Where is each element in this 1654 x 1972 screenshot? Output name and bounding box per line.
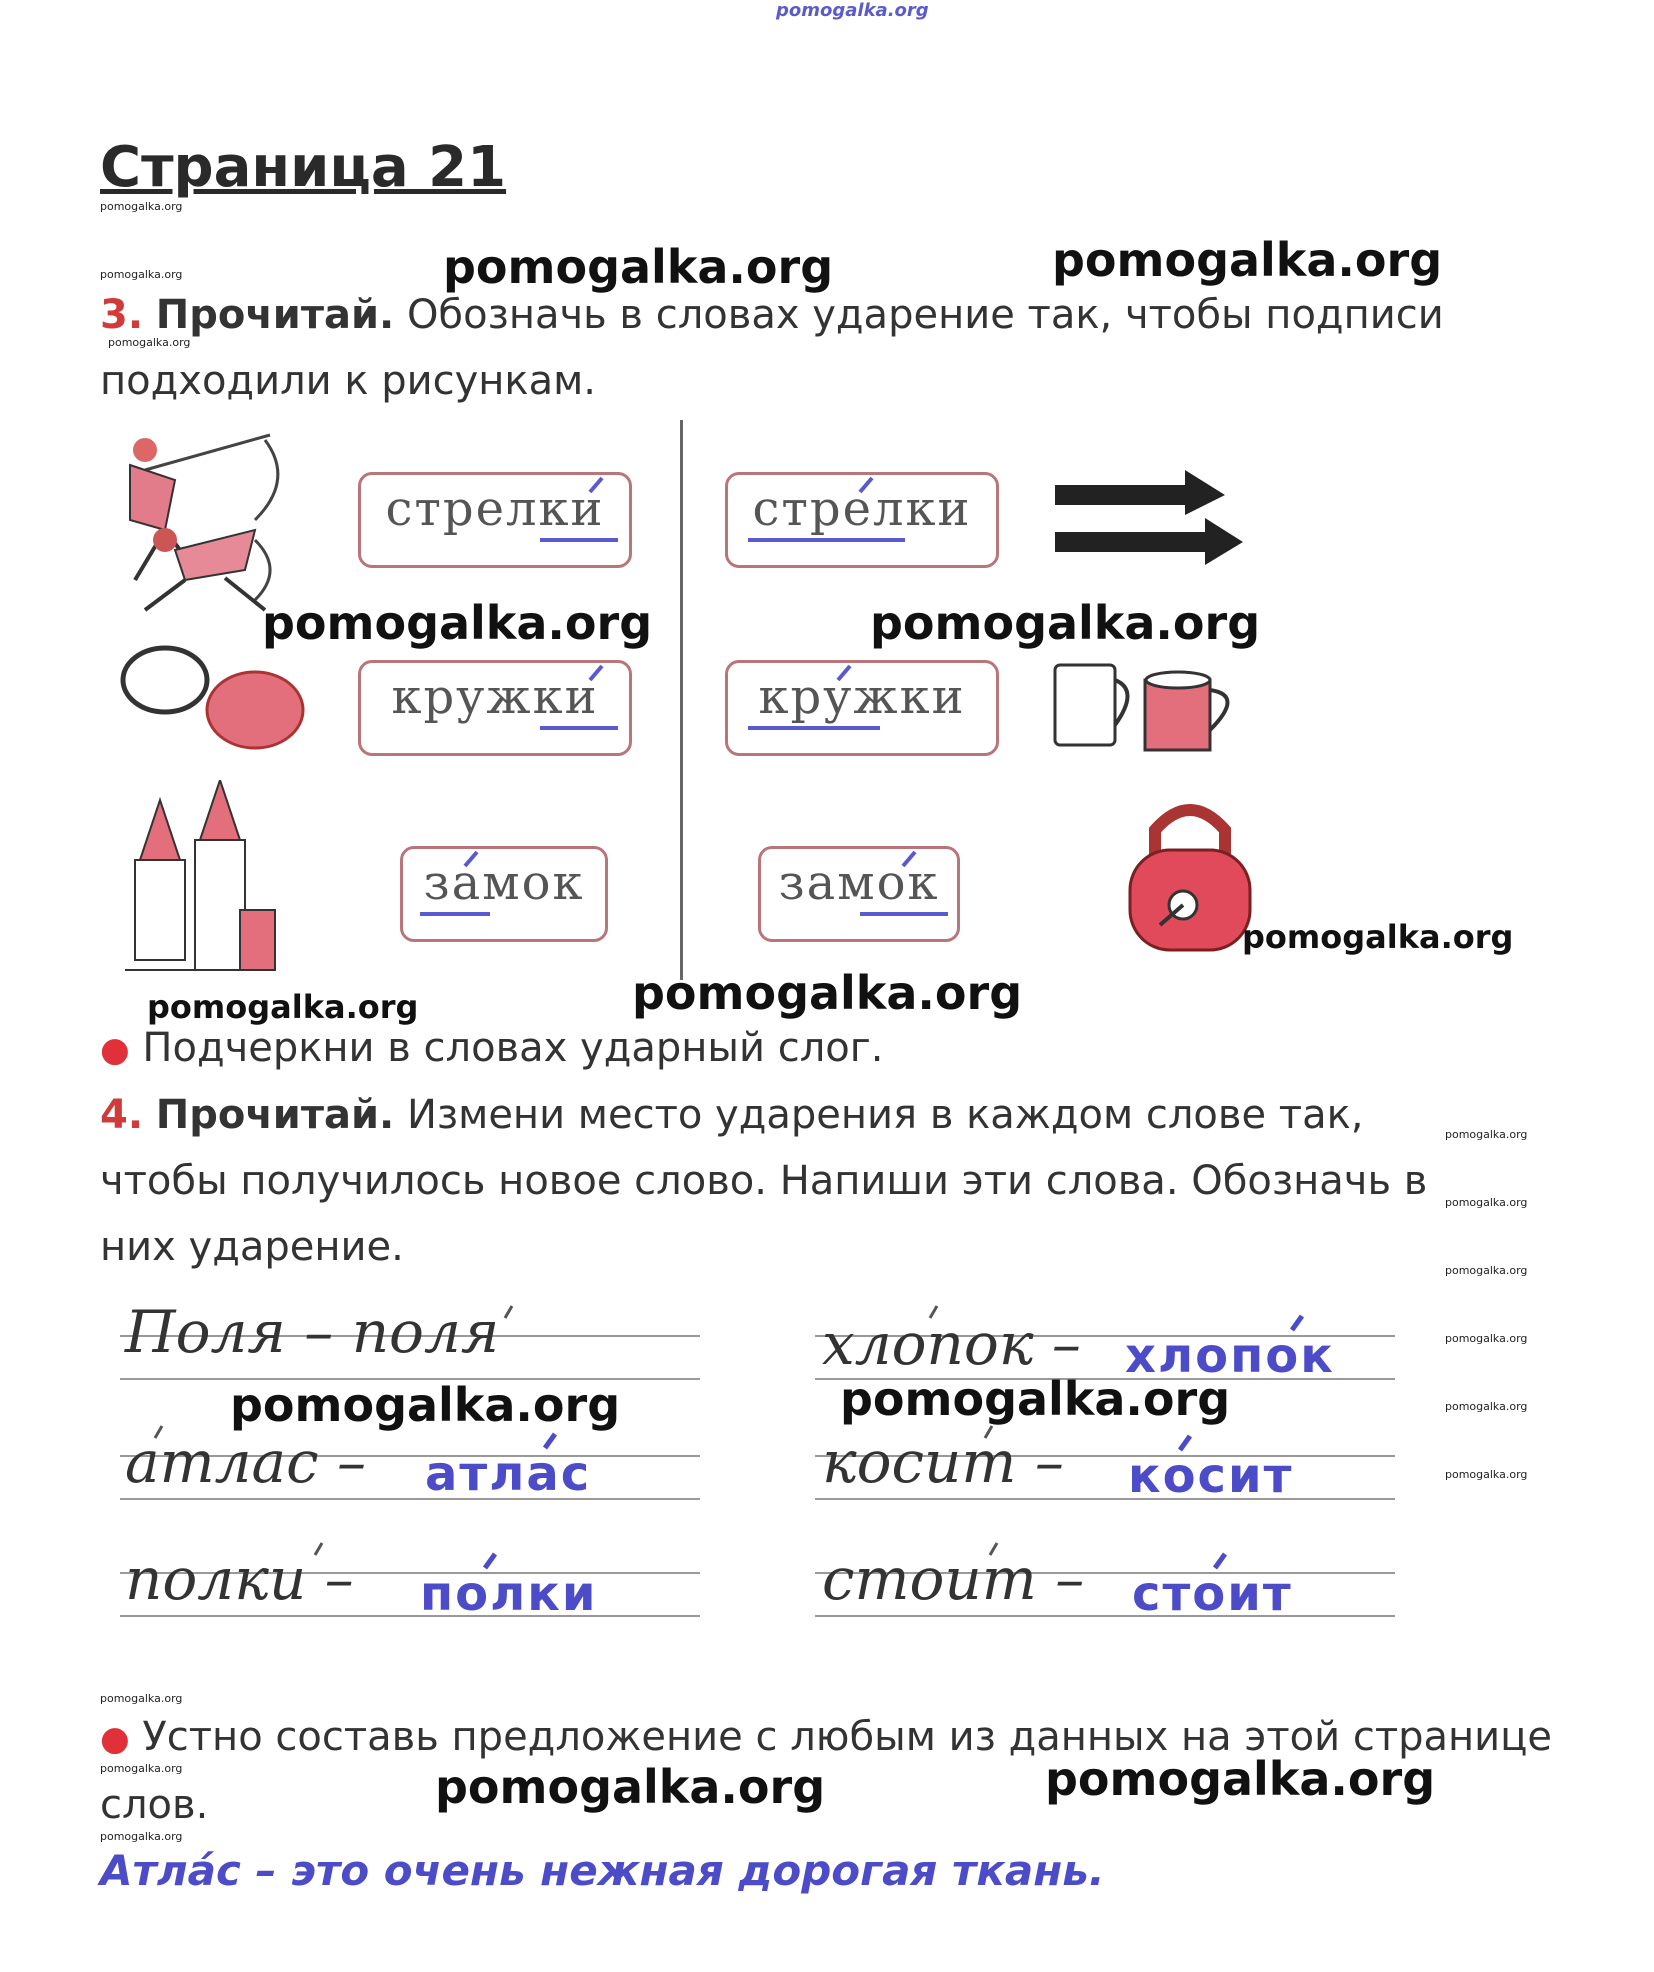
task-number: 4. xyxy=(100,1092,144,1138)
page-title: Страница 21 xyxy=(100,135,507,200)
watermark-big: pomogalka.org xyxy=(230,1378,621,1432)
watermark-small: pomogalka.org xyxy=(100,1692,183,1705)
watermark-big: pomogalka.org xyxy=(1045,1752,1436,1806)
answer-word-4: косит xyxy=(1128,1448,1294,1504)
watermark-small: pomogalka.org xyxy=(108,336,191,349)
answer-word-5: полки xyxy=(420,1566,598,1622)
word-box-right-3: замок xyxy=(758,846,960,942)
watermark-mid: pomogalka.org xyxy=(1242,918,1514,956)
watermark-small: pomogalka.org xyxy=(100,1830,183,1843)
answer-word-6: стоит xyxy=(1132,1566,1293,1622)
watermark-big: pomogalka.org xyxy=(870,596,1261,650)
word-box-left-2: кружки xyxy=(358,660,632,756)
watermark-big: pomogalka.org xyxy=(435,1760,826,1814)
handwritten-pair-5: полки – xyxy=(125,1545,354,1613)
watermark-small: pomogalka.org xyxy=(1445,1128,1528,1141)
handwritten-pair-4: косит – xyxy=(822,1428,1064,1496)
instruction-bullet-2: ● Устно составь предложение с любым из данных на этой странице слов. xyxy=(100,1714,1552,1828)
watermark-big: pomogalka.org xyxy=(632,966,1023,1020)
watermark-small: pomogalka.org xyxy=(100,1762,183,1775)
final-answer: Атла́с – это очень нежная дорогая ткань. xyxy=(100,1846,1105,1895)
handwritten-pair-1: Поля – поля xyxy=(125,1298,500,1366)
handwritten-pair-3: атлас – xyxy=(125,1428,367,1496)
word-box-left-3: замок xyxy=(400,846,608,942)
bullet-icon: ● xyxy=(100,1719,130,1759)
watermark-small: pomogalka.org xyxy=(1445,1332,1528,1345)
word-box-right-2: кружки xyxy=(725,660,999,756)
watermark-small: pomogalka.org xyxy=(1445,1468,1528,1481)
top-watermark: pomogalka.org xyxy=(776,0,929,21)
bullet-icon: ● xyxy=(100,1030,130,1070)
watermark-small: pomogalka.org xyxy=(1445,1196,1528,1209)
watermark-small: pomogalka.org xyxy=(1445,1264,1528,1277)
handwritten-pair-2: хлопок – xyxy=(822,1310,1081,1378)
instruction-bullet-1: ● Подчеркни в словах ударный слог. xyxy=(100,1025,884,1071)
word-box-right-1: стрелки xyxy=(725,472,999,568)
watermark-big: pomogalka.org xyxy=(443,240,834,294)
task-heading: Прочитай. xyxy=(155,1092,395,1138)
watermark-small: pomogalka.org xyxy=(100,200,183,213)
watermark-big: pomogalka.org xyxy=(840,1372,1231,1426)
watermark-small: pomogalka.org xyxy=(100,268,183,281)
word-box-left-1: стрелки xyxy=(358,472,632,568)
watermark-mid: pomogalka.org xyxy=(147,988,419,1026)
watermark-small: pomogalka.org xyxy=(1445,1400,1528,1413)
task-text: Обозначь в словах ударение так, чтобы подписи подходили к рисункам. xyxy=(100,292,1444,404)
watermark-big: pomogalka.org xyxy=(1052,233,1443,287)
watermark-big: pomogalka.org xyxy=(262,596,653,650)
answer-word-3: атлас xyxy=(425,1446,592,1502)
task-heading: Прочитай. xyxy=(155,292,395,338)
task-number: 3. xyxy=(100,292,144,338)
handwritten-pair-6: стоит – xyxy=(822,1545,1085,1613)
task-text: Измени место ударения в каждом слове так, чтобы получилось новое слово. Напиши эти слова. Обозначь в них ударение. xyxy=(100,1092,1428,1270)
answer-word-2: хлопок xyxy=(1125,1328,1335,1384)
